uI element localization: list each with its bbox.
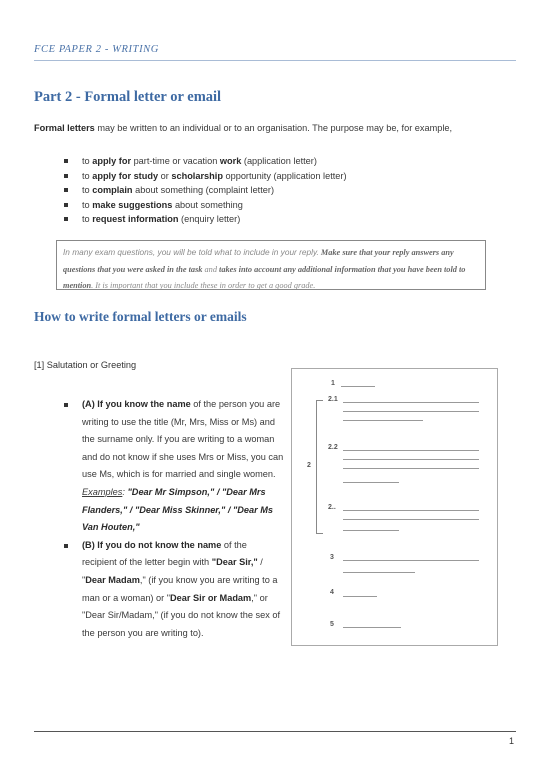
- intro-rest: may be written to an individual or to an organisation. The purpose may be, for example,: [94, 123, 453, 133]
- diagram-line: [343, 572, 415, 573]
- diagram-line: [343, 519, 479, 520]
- diagram-line: [343, 530, 399, 531]
- purpose-list: [64, 154, 347, 227]
- salutation-list: [64, 396, 284, 642]
- diagram-line: [343, 510, 479, 511]
- diagram-label-2: 2: [307, 462, 311, 469]
- list-item: (A) If you know the name of the person you are writing to use the title (Mr, Mrs, Miss or Ms) and the surname only. If you are writing to a woman and do not know if she uses Mrs or Miss, you can use Ms, which is for married and single women. Examples: "Dear Mr Simpson," / "Dear Mrs Flanders," / "Dear Miss Skinner," / "Dear Ms Van Houten,": [64, 396, 284, 537]
- diagram-line: [343, 560, 479, 561]
- subsection-title: [1] Salutation or Greeting: [34, 360, 137, 370]
- diagram-label-4: 4: [330, 589, 334, 596]
- footer-rule: [34, 731, 516, 732]
- list-item: (B) If you do not know the name of the recipient of the letter begin with "Dear Sir," / "Dear Madam," (if you know you are writing to a man or a woman) or "Dear Sir or Madam," or "Dear Sir/Madam," (if you do not know the sex of the person you are writing to).: [64, 537, 284, 643]
- examples-line: Examples: "Dear Mr Simpson," / "Dear Mrs Flanders," / "Dear Miss Skinner," / "Dear Ms Van Houten,": [82, 486, 274, 533]
- diagram-line: [343, 627, 401, 628]
- intro-paragraph: [34, 123, 452, 133]
- list-item: to make suggestions about something: [64, 198, 347, 213]
- header-rule: [34, 60, 516, 61]
- diagram-line: [343, 596, 377, 597]
- diagram-line: [343, 459, 479, 460]
- diagram-label-2-1: 2.1: [328, 396, 338, 403]
- diagram-line: [343, 420, 423, 421]
- diagram-line: [343, 450, 479, 451]
- page-number: 1: [508, 736, 514, 746]
- running-header: FCE PAPER 2 - WRITING: [34, 44, 159, 55]
- diagram-label-2-2: 2.2: [328, 444, 338, 451]
- list-item: to complain about something (complaint letter): [64, 183, 347, 198]
- section-heading: How to write formal letters or emails: [34, 309, 247, 324]
- diagram-label-1: 1: [331, 380, 335, 387]
- diagram-line: [343, 411, 479, 412]
- list-item: to apply for study or scholarship opportunity (application letter): [64, 169, 347, 184]
- diagram-line: [341, 386, 375, 387]
- part-title: Part 2 - Formal letter or email: [34, 89, 222, 105]
- list-item: to apply for part-time or vacation work (application letter): [64, 154, 347, 169]
- diagram-line: [343, 482, 399, 483]
- exam-note-box: In many exam questions, you will be told what to include in your reply. Make sure that your reply answers any questions that you were asked in the task and takes into account any additional information that you have been told to mention. It is important that you include these in order to get a good grade.: [56, 240, 486, 290]
- letter-layout-diagram: [291, 368, 498, 646]
- diagram-line: [343, 468, 479, 469]
- intro-lead: Formal letters: [34, 123, 95, 133]
- diagram-label-3: 3: [330, 554, 334, 561]
- diagram-brace: [316, 400, 323, 534]
- diagram-label-5: 5: [330, 621, 334, 628]
- list-item: to request information (enquiry letter): [64, 212, 347, 227]
- diagram-line: [343, 402, 479, 403]
- diagram-label-2-3: 2..: [328, 504, 336, 511]
